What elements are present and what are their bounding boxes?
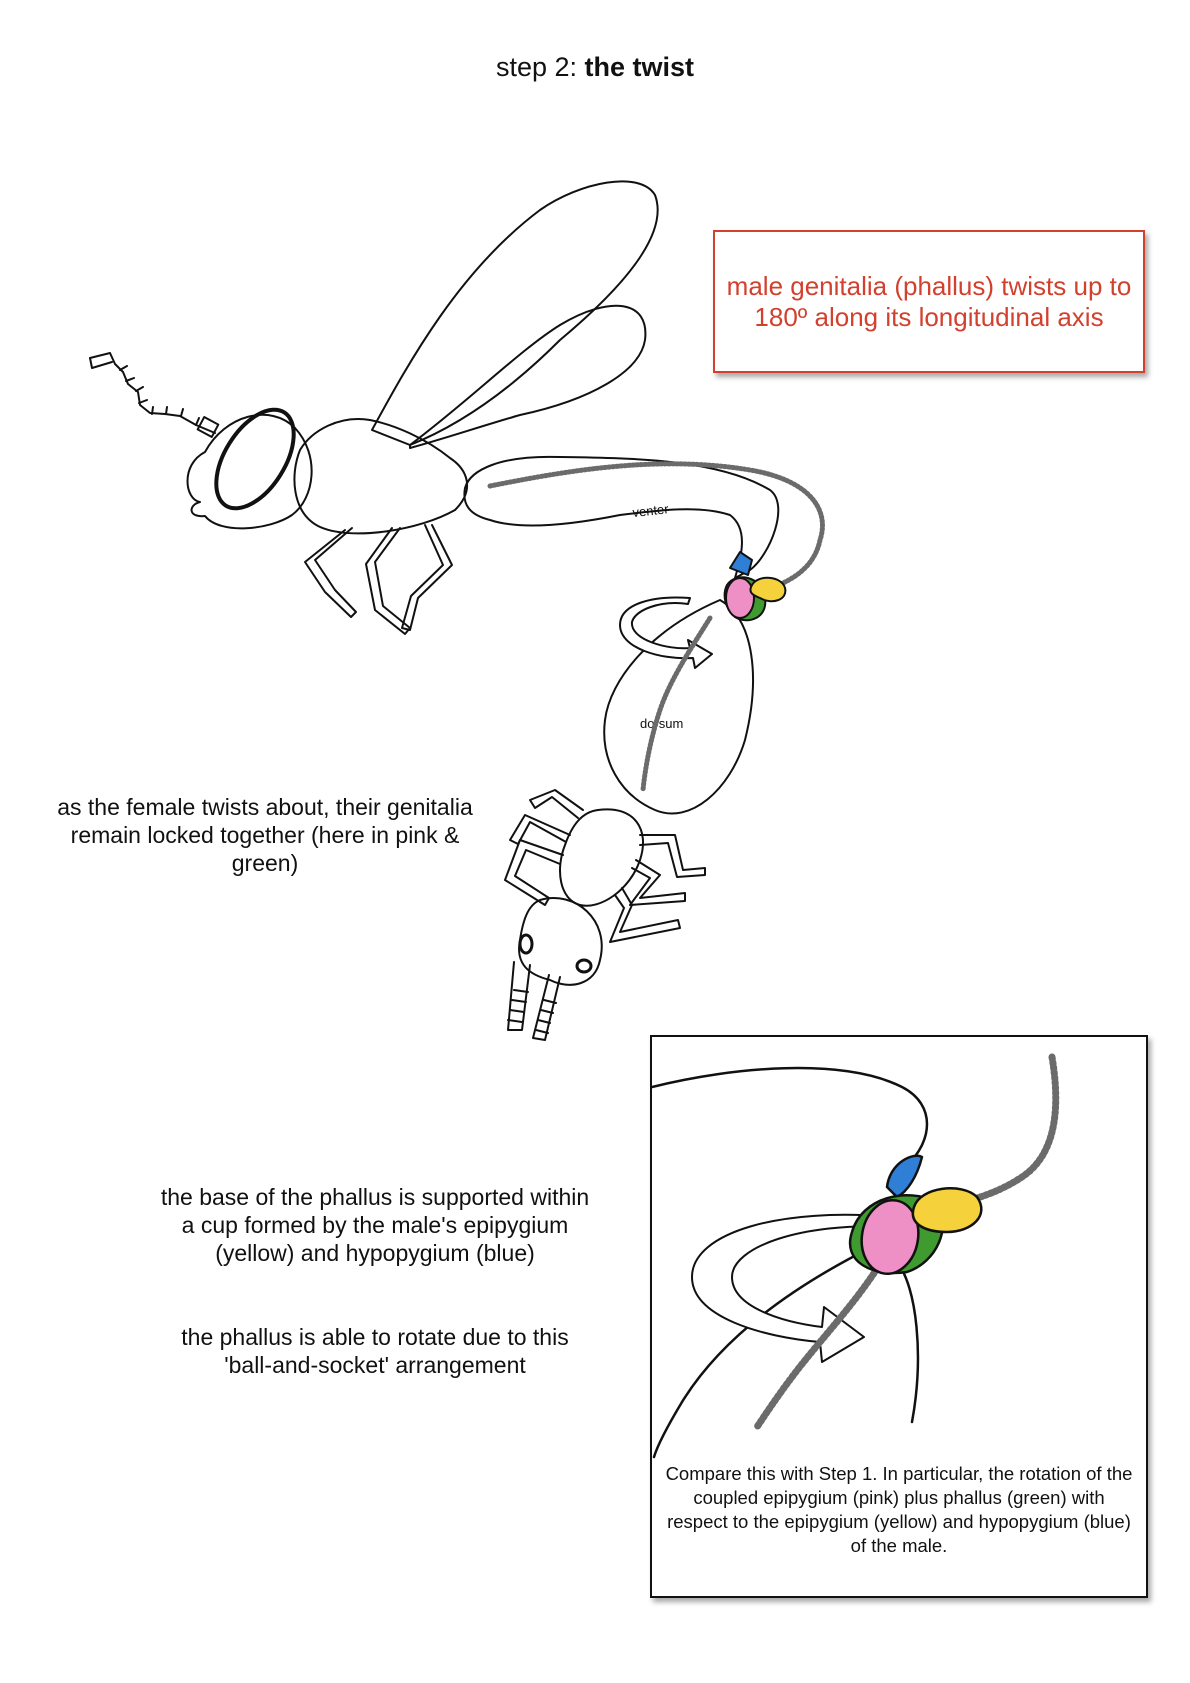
dorsum-label: dorsum	[640, 716, 684, 731]
female-thorax	[560, 809, 643, 905]
inset-female-abdomen-right	[897, 1262, 918, 1422]
title-emphasis: the twist	[584, 52, 695, 82]
inset-female-seam	[757, 1252, 887, 1427]
male-antenna	[90, 353, 218, 437]
inset-caption: Compare this with Step 1. In particular, the rotation of the coupled epipygium (pink) plus phallus (green) with respect to the epipygium (yellow) and hypopygium (blue) of the male.	[665, 1463, 1133, 1556]
title-prefix: step 2:	[495, 52, 585, 82]
female-eye-right	[577, 960, 591, 972]
caption-phallus-base: the base of the phallus is supported within a cup formed by the male's epipygium (yellow) and hypopygium (blue)	[160, 1184, 590, 1266]
hypopygium-blue	[730, 552, 752, 575]
inset-zoom	[650, 1035, 1148, 1598]
male-wing-front	[372, 181, 658, 445]
callout-text: male genitalia (phallus) twists up to 180º along its longitudinal axis	[726, 270, 1132, 332]
callout-box	[713, 230, 1145, 373]
inset-epipygium-yellow	[913, 1188, 981, 1232]
male-abdomen	[464, 457, 778, 578]
inset-male-seam	[942, 1057, 1056, 1207]
inset-male-abdomen	[652, 1068, 927, 1165]
female-eye-left	[520, 935, 532, 953]
epipygium-pink	[726, 578, 754, 618]
venter-label: venter	[631, 501, 670, 520]
caption-rotation: the phallus is able to rotate due to this 'ball-and-socket' arrangement	[181, 1324, 569, 1378]
male-thorax	[294, 419, 467, 533]
inset-hypopygium-blue	[887, 1156, 922, 1197]
male-eye	[200, 396, 309, 521]
male-head	[188, 396, 312, 528]
male-wing-back	[410, 306, 645, 448]
male-legs	[305, 525, 452, 634]
caption-female-twist: as the female twists about, their genitalia remain locked together (here in pink & green)	[57, 794, 473, 876]
